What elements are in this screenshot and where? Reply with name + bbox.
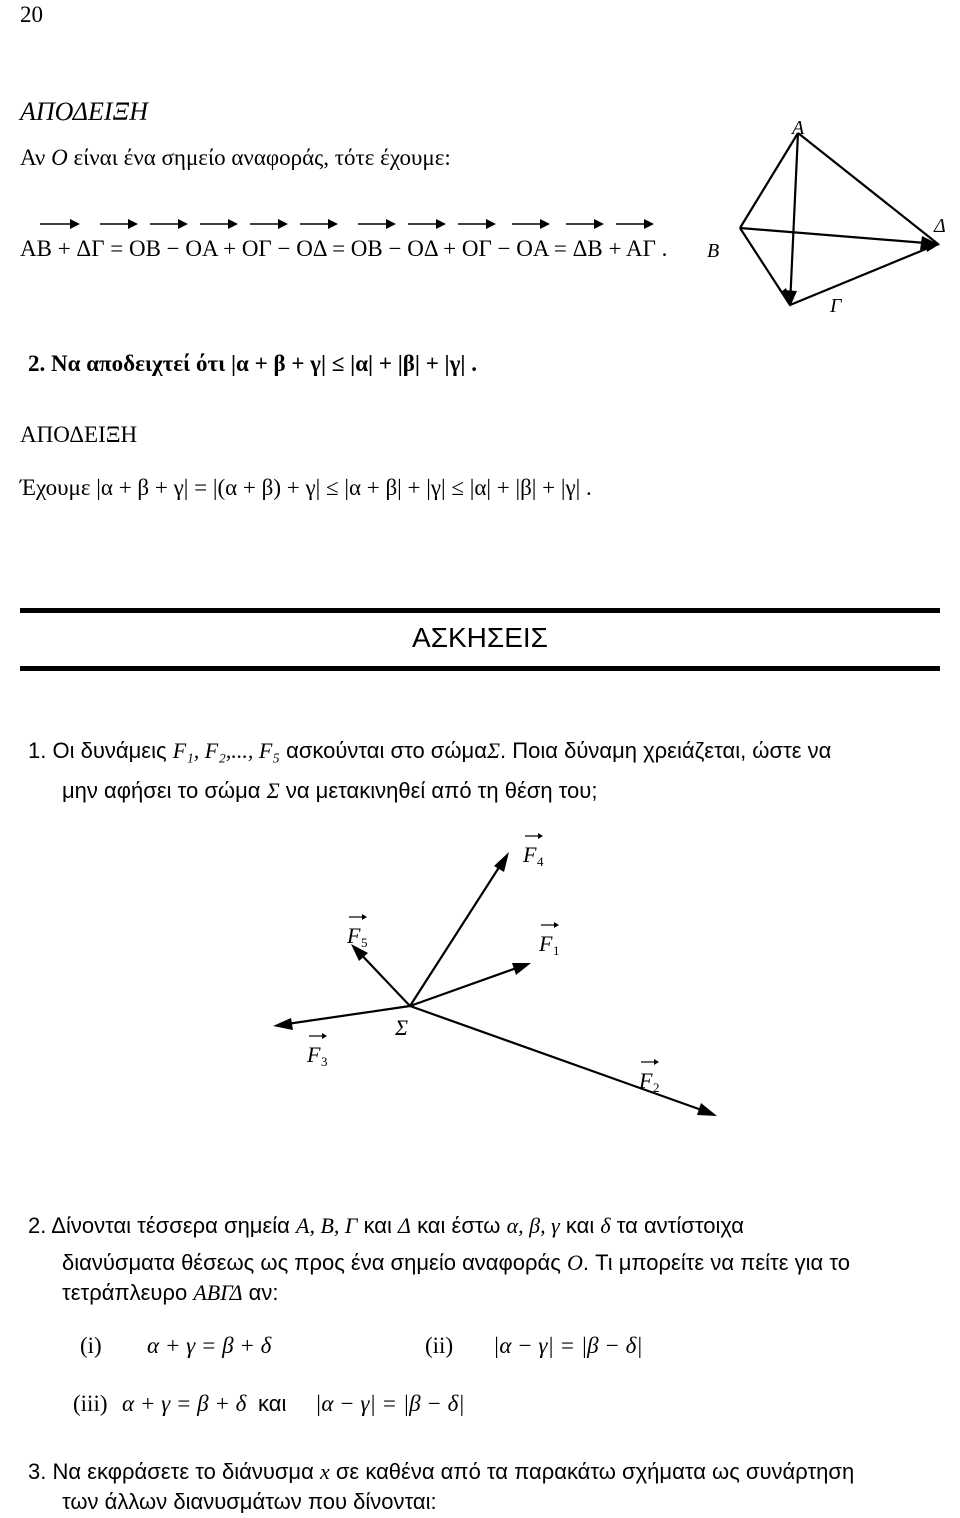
ex2-case-iii-a: α + γ = β + δ (122, 1391, 247, 1416)
ex2-kai1: και (363, 1213, 392, 1238)
ex2-delta-vec: δ (600, 1213, 611, 1238)
ex2-line1 (28, 1213, 744, 1239)
ex3-line1 (28, 1459, 854, 1485)
force-f3-line (280, 1006, 410, 1025)
force-f4-label: F (523, 842, 537, 867)
proof1-intro-prefix: Αν (20, 145, 46, 170)
proof1-equation: AB + ΔΓ = OB − OA + OΓ − OΔ = OB − OΔ + OΓ − OA = ΔB + AΓ . (20, 236, 668, 261)
ex1-line2-sigma: Σ (266, 778, 280, 803)
ex1-sigma: Σ (486, 738, 501, 763)
ex2-vectors: α, β, γ (506, 1213, 560, 1238)
force-f4-subscript: 4 (537, 854, 544, 869)
ex2-text-a: Δίνονται τέσσερα σημεία (51, 1213, 290, 1238)
force-f3-arrowhead (273, 1018, 293, 1030)
force-f2-arrowhead (697, 1103, 717, 1116)
ex2-points: A, B, Γ (296, 1213, 358, 1238)
exercise2-text: Να αποδειχτεί ότι (51, 351, 226, 376)
force-f2-label: F (639, 1068, 653, 1093)
ex2-line3-b: αν: (248, 1280, 279, 1305)
vertex-label-g: Γ (830, 295, 842, 317)
force-f5-label: F (347, 923, 361, 948)
ex2-case-iii-b: |α − γ| = |β − δ| (315, 1391, 465, 1416)
ex2-text-c: τα αντίστοιχα (616, 1213, 745, 1238)
ex2-case-i: α + γ = β + δ (147, 1333, 272, 1358)
ex2-number: 2. (28, 1213, 47, 1238)
page-number: 20 (20, 2, 43, 27)
ex1-line2-a: μην αφήσει το σώμα (62, 778, 261, 803)
proof2-heading: ΑΠΟΔΕΙΞΗ (20, 422, 138, 447)
force-f3-subscript: 3 (321, 1054, 328, 1069)
exercise2-number: 2. (28, 351, 46, 376)
ex2-line2-a: διανύσματα θέσεως ως προς ένα σημείο αναφοράς (62, 1250, 561, 1275)
vertex-label-d: Δ (934, 215, 946, 237)
ex1-text-c: . Ποια δύναμη χρειάζεται, ώστε να (500, 738, 832, 763)
ex2-line2-o: O (567, 1250, 583, 1275)
force-f4-arrowhead (494, 852, 509, 872)
force-f2-subscript: 2 (653, 1080, 660, 1095)
ex1-number: 1. (28, 738, 47, 763)
ex2-case-i-label: (i) (80, 1333, 102, 1358)
ex1-text-a: Οι δυνάμεις (52, 738, 167, 763)
ex2-case-ii-label: (ii) (425, 1333, 454, 1358)
ex1-text-b: ασκούνται στο σώμα (286, 738, 487, 763)
ex3-number: 3. (28, 1459, 47, 1484)
proof2-formula: |α + β + γ| = |(α + β) + γ| ≤ |α + β| + |γ| ≤ |α| + |β| + |γ| . (96, 475, 592, 500)
section-title: ΑΣΚΗΣΕΙΣ (412, 622, 548, 653)
ex2-kai2: και (565, 1213, 595, 1238)
ex3-line2: των άλλων διανυσμάτων που δίνονται: (62, 1489, 437, 1514)
ex1-forces: F₁, F₂,..., F₅ (172, 738, 280, 763)
ex3-text-b: σε καθένα από τα παρακάτω σχήματα ως συνάρτηση (335, 1459, 855, 1484)
ex3-var-x: x (319, 1459, 330, 1484)
force-f2-line (410, 1006, 710, 1113)
force-f4-line (410, 858, 505, 1006)
ex1-line2-b: να μετακινηθεί από τη θέση του; (285, 778, 598, 803)
ex2-line3 (62, 1280, 278, 1306)
vertex-label-b: B (707, 240, 720, 262)
proof1-intro-suffix: είναι ένα σημείο αναφοράς, τότε έχουμε: (73, 145, 451, 170)
ex2-delta: Δ (398, 1213, 411, 1238)
ex3-text-a: Να εκφράσετε το διάνυσμα (52, 1459, 314, 1484)
force-f1-line (410, 965, 525, 1006)
vertex-label-a: A (792, 117, 805, 139)
proof1-heading: ΑΠΟΔΕΙΞΗ (20, 97, 148, 126)
force-f5-subscript: 5 (361, 935, 368, 950)
ex2-text-b: και έστω (417, 1213, 501, 1238)
ex2-line2 (62, 1250, 850, 1276)
ex2-line3-quad: ΑΒΓΔ (193, 1280, 243, 1305)
ex2-case-iii-kai: και (258, 1391, 287, 1416)
force-f1-label: F (539, 931, 553, 956)
force-f3-label: F (307, 1042, 321, 1067)
ex2-line3-a: τετράπλευρο (62, 1280, 188, 1305)
ex2-case-iii-label: (iii) (73, 1391, 108, 1416)
proof2-prefix: Έχουμε (20, 475, 91, 500)
body-sigma-label: Σ (395, 1015, 409, 1040)
force-f1-subscript: 1 (553, 943, 560, 958)
ex2-line2-b: . Τι μπορείτε να πείτε για το (582, 1250, 850, 1275)
force-f1-arrowhead (512, 963, 531, 975)
ex2-case-ii: |α − γ| = |β − δ| (493, 1333, 643, 1358)
exercise2-formula: |α + β + γ| ≤ |α| + |β| + |γ| . (230, 351, 477, 376)
proof1-intro-var: O (51, 145, 68, 170)
